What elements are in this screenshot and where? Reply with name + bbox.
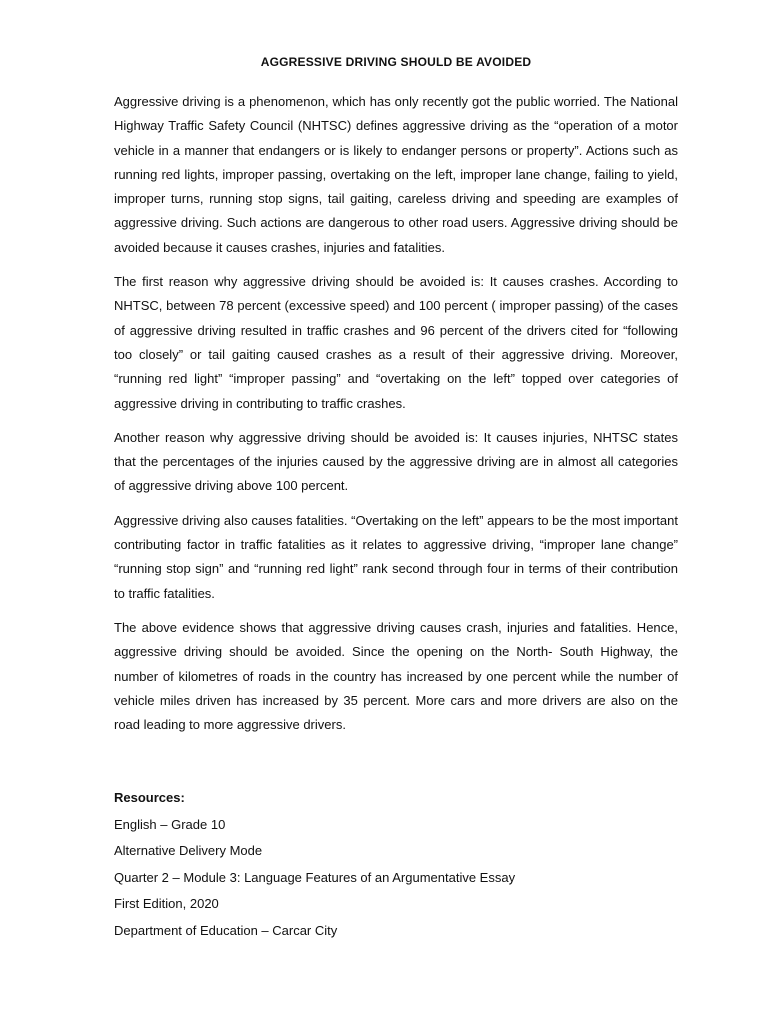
resources-list (114, 812, 678, 945)
paragraph-intro: Aggressive driving is a phenomenon, which has only recently got the public worried. The National Highway Traffic Safety Council (NHTSC) defines aggressive driving as the “operation of a motor vehicle in a manner that endangers or is likely to endanger persons or property”. Actions such as running red lights, improper passing, overtaking on the left, improper lane change, failing to yield, improper turns, running stop signs, tail gaiting, careless driving and speeding are examples of aggressive driving. Such actions are dangerous to other road users. Aggressive driving should be avoided because it causes crashes, injuries and fatalities. (114, 94, 678, 255)
document-title: AGGRESSIVE DRIVING SHOULD BE AVOIDED (260, 55, 532, 69)
resources-section (114, 785, 678, 944)
resource-item-subject: English – Grade 10 (114, 816, 226, 832)
resource-item-edition: First Edition, 2020 (114, 896, 219, 912)
resources-heading: Resources: (114, 790, 185, 806)
paragraph-conclusion: The above evidence shows that aggressive driving causes crash, injuries and fatalities. Hence, aggressive driving should be avoided. Since the opening on the North- South Highway, the number of kilometres of roads in the country has increased by one percent while the number of vehicle miles driven has increased by 35 percent. More cars and more drivers are also on the road leading to more aggressive drivers. (114, 619, 678, 733)
resource-item-publisher: Department of Education – Carcar City (114, 922, 338, 938)
paragraph-fatalities: Aggressive driving also causes fatalities. “Overtaking on the left” appears to be the most important contributing factor in traffic fatalities as it relates to aggressive driving, “improper lane change” “running stop sign” and “running red light” rank second through four in terms of their contribution to traffic fatalities. (114, 512, 678, 601)
paragraph-injuries: Another reason why aggressive driving should be avoided is: It causes injuries, NHTSC states that the percentages of the injuries caused by the aggressive driving are in almost all categories of aggressive driving above 100 percent. (114, 429, 678, 494)
resource-item-module: Quarter 2 – Module 3: Language Features of an Argumentative Essay (114, 869, 516, 885)
paragraph-crashes: The first reason why aggressive driving should be avoided is: It causes crashes. According to NHTSC, between 78 percent (excessive speed) and 100 percent ( improper passing) of the cases of aggressive driving resulted in traffic crashes and 96 percent of the drivers cited for “following too closely” or tail gaiting caused crashes as a result of their aggressive driving. Moreover, “running red light” “improper passing” and “overtaking on the left” topped over categories of aggressive driving in contributing to traffic crashes. (114, 274, 678, 411)
resource-item-mode: Alternative Delivery Mode (114, 843, 263, 859)
